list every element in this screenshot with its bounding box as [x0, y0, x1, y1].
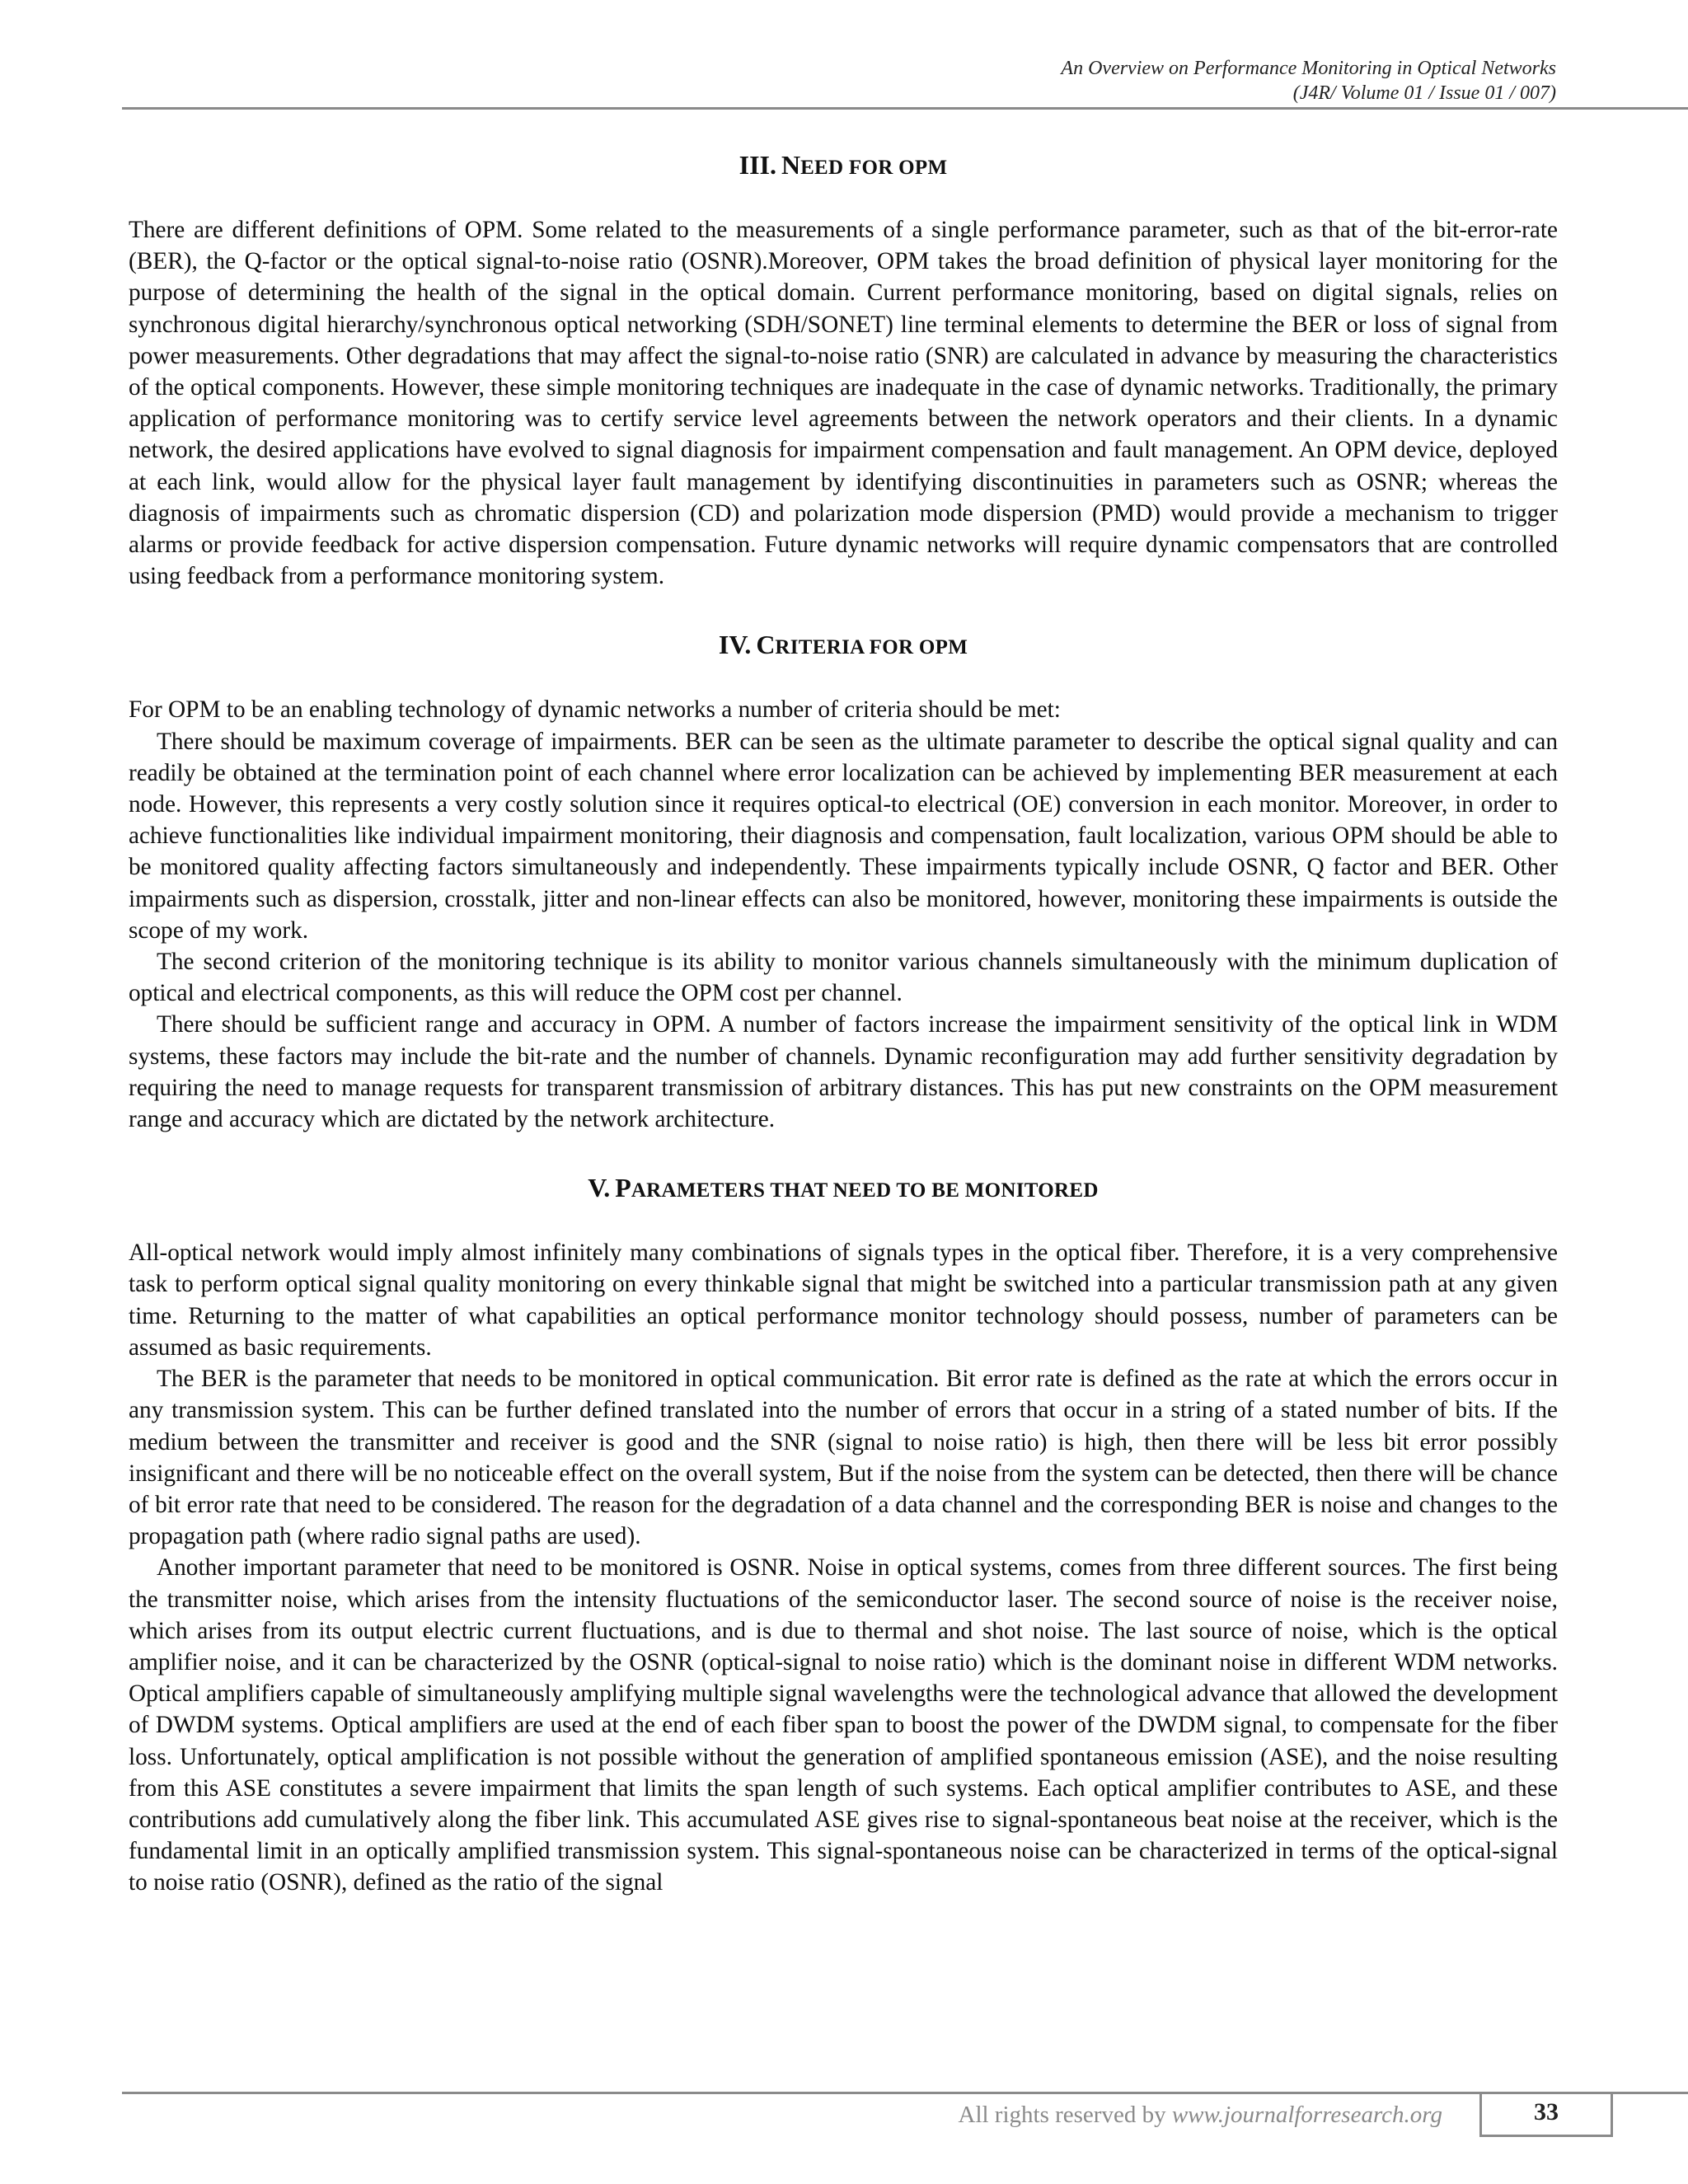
- section-heading-parameters-to-monitor: [129, 1171, 1558, 1207]
- page-number-rule: [1613, 2092, 1646, 2094]
- running-header: [567, 56, 1556, 105]
- footer-url-link[interactable]: www.journalforresearch.org: [1171, 2102, 1442, 2128]
- section-title-initial: N: [781, 150, 801, 180]
- section-number: III.: [738, 150, 776, 180]
- paragraph: There are different definitions of OPM. Some related to the measurements of a single performance parameter, such as that of the bit-error-rate (BER), the Q-factor or the optical signal-to-noise ratio (OSNR).Moreover, OPM takes the broad definition of physical layer monitoring for the purpose of determining the health of the signal in the optical domain. Current performance monitoring, based on digital signals, relies on synchronous digital hierarchy/synchronous optical networking (SDH/SONET) line terminal elements to determine the BER or loss of signal from power measurements. Other degradations that may affect the signal-to-noise ratio (SNR) are calculated in advance by measuring the characteristics of the optical components. However, these simple monitoring techniques are inadequate in the case of dynamic networks. Traditionally, the primary application of performance monitoring was to certify service level agreements between the network operators and their clients. In a dynamic network, the desired applications have evolved to signal diagnosis for impairment compensation and fault management. An OPM device, deployed at each link, would allow for the physical layer fault management by identifying discontinuities in parameters such as OSNR; whereas the diagnosis of impairments such as chromatic dispersion (CD) and polarization mode dispersion (PMD) would provide a mechanism to trigger alarms or provide feedback for active dispersion compensation. Future dynamic networks will require dynamic compensators that are controlled using feedback from a performance monitoring system.: [129, 217, 1558, 590]
- footer-rights-text: All rights reserved by: [958, 2102, 1166, 2128]
- paragraph: All-optical network would imply almost infinitely many combinations of signals types in the optical fiber. Therefore, it is a very comprehensive task to perform optical signal quality monitoring on every thinkable signal that might be switched into a particular transmission path at any given time. Returning to the matter of what capabilities an optical performance monitor technology should possess, number of parameters can be assumed as basic requirements.: [129, 1240, 1558, 1361]
- footer-rights: [865, 2100, 1442, 2130]
- article-body: [129, 140, 1558, 1899]
- section-title-rest: ARAMETERS THAT NEED TO BE MONITORED: [631, 1179, 1099, 1202]
- paragraph: The BER is the parameter that needs to be monitored in optical communication. Bit error rate is defined as the rate at which the errors occur in any transmission system. This can be further defined translated into the number of errors that occur in a string of a stated number of bits. If the medium between the transmitter and receiver is good and the SNR (signal to noise ratio) is high, then there will be less bit error possibly insignificant and there will be no noticeable effect on the overall system, But if the noise from the system can be detected, then there will be chance of bit error rate that need to be considered. The reason for the degradation of a data channel and the corresponding BER is noise and changes to the propagation path (where radio signal paths are used).: [129, 1366, 1558, 1550]
- section-heading-criteria-for-opm: [129, 628, 1558, 664]
- section-number: V.: [588, 1173, 611, 1203]
- running-header-citation: (J4R/ Volume 01 / Issue 01 / 007): [1292, 82, 1556, 104]
- footer-rule: [122, 2092, 1688, 2094]
- section-title-rest: RITERIA FOR OPM: [775, 636, 968, 659]
- page-number: 33: [1479, 2092, 1613, 2137]
- header-rule: [122, 107, 1688, 110]
- section-heading-need-for-opm: [129, 148, 1558, 185]
- section-number: IV.: [718, 630, 752, 660]
- paragraph: There should be sufficient range and accuracy in OPM. A number of factors increase the impairment sensitivity of the optical link in WDM systems, these factors may include the bit-rate and the number of channels. Dynamic reconfiguration may add further sensitivity degradation by requiring the need to manage requests for transparent transmission of arbitrary distances. This has put new constraints on the OPM measurement range and accuracy which are dictated by the network architecture.: [129, 1011, 1558, 1133]
- running-header-title: An Overview on Performance Monitoring in Optical Networks: [1061, 58, 1556, 79]
- paragraph: Another important parameter that need to be monitored is OSNR. Noise in optical systems, comes from three different sources. The first being the transmitter noise, which arises from the intensity fluctuations of the semiconductor laser. The second source of noise is the receiver noise, which arises from its output electric current fluctuations, and is due to thermal and shot noise. The last source of noise, which is the optical amplifier noise, and it can be characterized by the OSNR (optical-signal to noise ratio) which is the dominant noise in different WDM networks. Optical amplifiers capable of simultaneously amplifying multiple signal wavelengths were the technological advance that allowed the development of DWDM systems. Optical amplifiers are used at the end of each fiber span to boost the power of the DWDM signal, to compensate for the fiber loss. Unfortunately, optical amplification is not possible without the generation of amplified spontaneous emission (ASE), and the noise resulting from this ASE constitutes a severe impairment that limits the span length of such systems. Each optical amplifier contributes to ASE, and these contributions add cumulatively along the fiber link. This accumulated ASE gives rise to signal-spontaneous beat noise at the receiver, which is the fundamental limit in an optically amplified transmission system. This signal-spontaneous noise can be characterized in terms of the optical-signal to noise ratio (OSNR), defined as the ratio of the signal: [129, 1554, 1558, 1896]
- paragraph: There should be maximum coverage of impairments. BER can be seen as the ultimate parameter to describe the optical signal quality and can readily be obtained at the termination point of each channel where error localization can be achieved by implementing BER measurement at each node. However, this represents a very costly solution since it requires optical-to electrical (OE) conversion in each monitor. Moreover, in order to achieve functionalities like individual impairment monitoring, their diagnosis and compensation, fault localization, various OPM should be able to be monitored quality affecting factors simultaneously and independently. These impairments typically include OSNR, Q factor and BER. Other impairments such as dispersion, crosstalk, jitter and non-linear effects can also be monitored, however, monitoring these impairments is outside the scope of my work.: [129, 728, 1558, 944]
- section-title-initial: P: [615, 1173, 631, 1203]
- paragraph: The second criterion of the monitoring technique is its ability to monitor various channels simultaneously with the minimum duplication of optical and electrical components, as this will reduce the OPM cost per channel.: [129, 949, 1558, 1007]
- paragraph: For OPM to be an enabling technology of dynamic networks a number of criteria should be met:: [129, 696, 1061, 724]
- section-title-rest: EED FOR OPM: [800, 157, 948, 179]
- section-title-initial: C: [756, 630, 776, 660]
